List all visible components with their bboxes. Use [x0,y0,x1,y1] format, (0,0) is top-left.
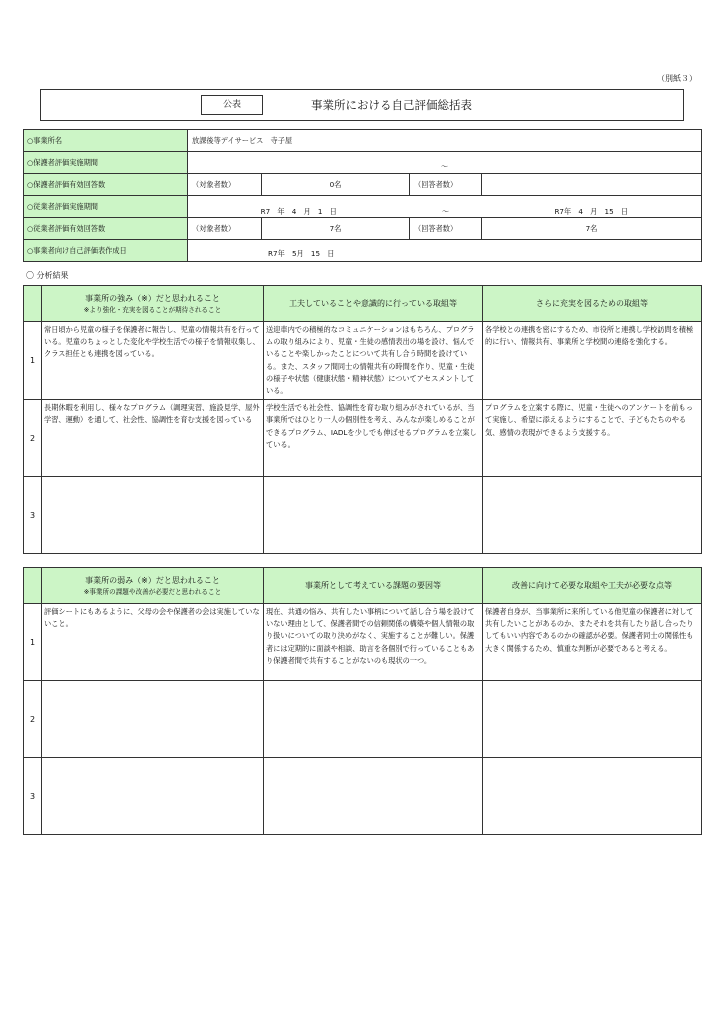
staff-count-label: ○従業者評価有効回答数 [24,218,188,240]
section-label: 〇 分析結果 [26,271,69,280]
strength-cell: 常日頃から児童の様子を保護者に報告し、児童の情報共有を行っている。児童のちょっとした変化や学校生活での様子を情報収集し、クラス担任とも連携を図っている。 [42,322,264,400]
improve-cell [483,681,702,758]
effort-cell: 送迎車内での積極的なコミュニケーションはもちろん、プログラムの取り組みにより、児童・生徒の感情表出の場を設け、悩んでいることや楽しかったことについて共有し合う時間を設けている。また、スタッフ間同士の情報共有の時間を作り、児童・生徒の様子や状態（健康状態・精神状態）についてアセスメントしている。 [264,322,483,400]
guardian-period-label: ○保護者評価実施期間 [24,152,188,174]
guardian-target-count: 0名 [262,174,410,196]
created-date-label: ○事業者向け自己評価表作成日 [24,240,188,262]
cause-cell [264,758,483,835]
improve-cell: 保護者自身が、当事業所に来所している他児童の保護者に対して共有したいことがあるのか、またそれを共有したり話し合ったりしてもいい内容であるのかの確認が必要。保護者同士の関係性も大きく関係するため、慎重な判断が必要であると考える。 [483,604,702,681]
staff-period-separator: ～ [410,196,482,218]
weaknesses-cause-header: 事業所として考えている課題の要因等 [264,568,483,604]
row-number: 2 [24,400,42,477]
staff-period-label: ○従業者評価実施期間 [24,196,188,218]
facility-name-label: ○事業所名 [24,130,188,152]
cause-cell [264,681,483,758]
row-number: 3 [24,758,42,835]
staff-answer-label: （回答者数） [410,218,482,240]
guardian-target-label: （対象者数） [188,174,262,196]
weaknesses-improve-header: 改善に向けて必要な取組や工夫が必要な点等 [483,568,702,604]
facility-name: 放課後等デイサービス 寺子屋 [188,130,702,152]
weaknesses-header-title: 事業所の弱み（※）だと思われること [85,576,220,585]
weaknesses-corner [24,568,42,604]
strengths-header [42,286,264,322]
cause-cell: 現在、共通の悩み、共有したい事柄について話し合う場を設けていない理由として、保護者間での信頼関係の構築や個人情報の取り扱いについての取り決めがなく、実施することが難しい。保護者には定期的に面談や相談、助言を各個別で行っていることもあり保護者間で共有することがないのも現状の一つ。 [264,604,483,681]
strengths-header-title: 事業所の強み（※）だと思われること [85,294,220,303]
row-number: 1 [24,604,42,681]
guardian-answer-count [482,174,702,196]
weaknesses-header [42,568,264,604]
improve-cell: プログラムを立案する際に、児童・生徒へのアンケートを前もって実施し、希望に添えるようにすることで、子どもたちのやる気、感情の表現ができるよう支援する。 [483,400,702,477]
annex-label: （別紙３） [657,74,697,83]
row-number: 3 [24,477,42,554]
weaknesses-table [23,567,702,835]
staff-period-end: R7年 4 月 15 日 [482,196,702,218]
staff-target-label: （対象者数） [188,218,262,240]
staff-answer-count: 7名 [482,218,702,240]
row-number: 1 [24,322,42,400]
weakness-cell [42,681,264,758]
effort-cell [264,477,483,554]
improve-cell [483,758,702,835]
guardian-answer-label: （回答者数） [410,174,482,196]
guardian-period-separator: ～ [188,152,702,174]
staff-period-start: R7 年 4 月 1 日 [188,196,410,218]
row-number: 2 [24,681,42,758]
document-title: 事業所における自己評価総括表 [311,98,472,112]
weaknesses-header-note: ※事業所の課題や改善が必要だと思われること [83,588,222,596]
strengths-table [23,285,702,554]
title-box [40,89,684,121]
strengths-improve-header: さらに充実を図るための取組等 [483,286,702,322]
facility-info-table [23,129,702,262]
public-label: 公表 [201,95,263,115]
staff-target-count: 7名 [262,218,410,240]
improve-cell: 各学校との連携を密にするため、市役所と連携し学校訪問を積極的に行い、情報共有、事業所と学校間の連絡を強化する。 [483,322,702,400]
weakness-cell: 評価シートにもあるように、父母の会や保護者の会は実施していないこと。 [42,604,264,681]
guardian-count-label: ○保護者評価有効回答数 [24,174,188,196]
strength-cell [42,477,264,554]
weakness-cell [42,758,264,835]
improve-cell [483,477,702,554]
strengths-corner [24,286,42,322]
strengths-effort-header: 工夫していることや意識的に行っている取組等 [264,286,483,322]
strength-cell: 長期休暇を利用し、様々なプログラム（調理実習、施設見学、屋外学習、運動）を通して、社会性、協調性を育む支援を図っている [42,400,264,477]
created-date: R7年 5月 15 日 [188,240,702,262]
strengths-header-note: ※より強化・充実を図ることが期待されること [83,306,222,314]
effort-cell: 学校生活でも社会性、協調性を育む取り組みがされているが、当事業所ではひとり一人の個別性を考え、みんなが楽しめることができるプログラム、IADLを少しでも伸ばせるプログラムを立案している。 [264,400,483,477]
